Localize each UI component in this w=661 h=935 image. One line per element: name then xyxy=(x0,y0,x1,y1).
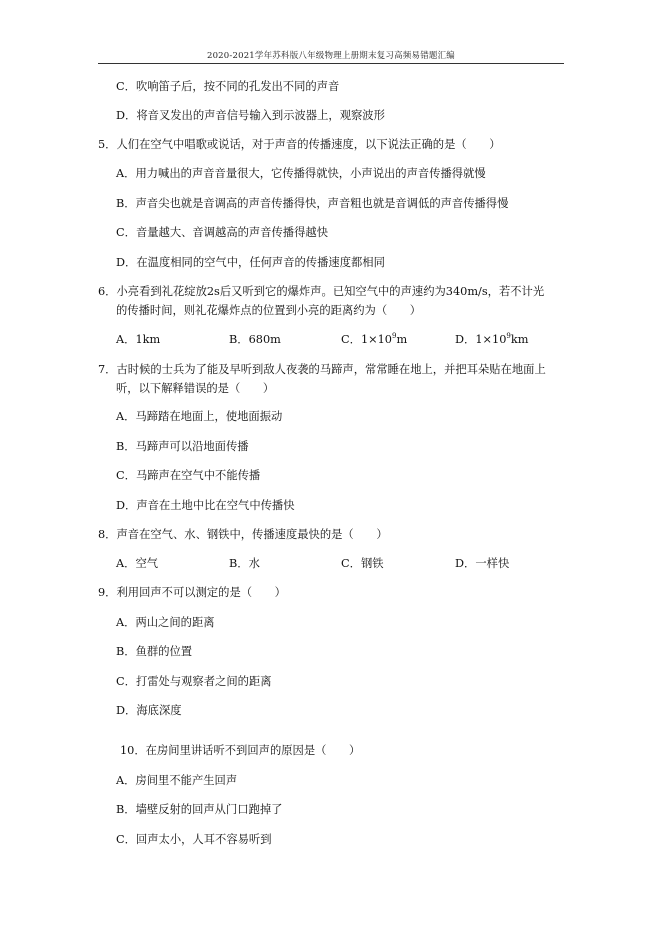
q8-option-b: B．水 xyxy=(229,557,260,570)
question-5: 5．人们在空气中唱歌或说话，对于声音的传播速度，以下说法正确的是（ ） xyxy=(98,138,501,151)
q8-option-c: C．钢铁 xyxy=(341,557,384,570)
q7-option-d: D．声音在土地中比在空气中传播快 xyxy=(116,499,295,512)
q5-option-b: B．声音尖也就是音调高的声音传播得快，声音粗也就是音调低的声音传播得慢 xyxy=(116,197,509,210)
question-7-line-1: 7．古时候的士兵为了能及早听到敌人夜袭的马蹄声，常常睡在地上，并把耳朵贴在地面上 xyxy=(98,363,546,376)
q7-option-a: A．马蹄踏在地面上，使地面振动 xyxy=(116,410,283,423)
q10-option-b: B．墙壁反射的回声从门口跑掉了 xyxy=(116,803,283,816)
q5-option-d: D．在温度相同的空气中，任何声音的传播速度都相同 xyxy=(116,256,385,269)
q9-option-d: D．海底深度 xyxy=(116,704,182,717)
q9-option-a: A．两山之间的距离 xyxy=(116,616,215,629)
question-9: 9．利用回声不可以测定的是（ ） xyxy=(98,586,286,599)
page-header: 2020-2021学年苏科版八年级物理上册期末复习高频易错题汇编 xyxy=(206,51,456,61)
q6-option-c: C．$1\times 10^9m$ xyxy=(341,332,408,346)
q8-option-a: A．空气 xyxy=(116,557,159,570)
question-6-line-1: 6．小亮看到礼花绽放2s后又听到它的爆炸声。已知空气中的声速约为340m/s，若不计光 xyxy=(98,285,545,298)
q10-option-a: A．房间里不能产生回声 xyxy=(116,774,238,787)
q10-option-c: C．回声太小，人耳不容易听到 xyxy=(116,833,272,846)
q7-option-c: C．马蹄声在空气中不能传播 xyxy=(116,469,261,482)
q9-option-b: B．鱼群的位置 xyxy=(116,645,193,658)
question-10: 10．在房间里讲话听不到回声的原因是（ ） xyxy=(120,744,361,757)
q6-option-a: A．1km xyxy=(116,333,161,346)
header-rule xyxy=(98,63,564,64)
q7-option-b: B．马蹄声可以沿地面传播 xyxy=(116,440,249,453)
q4-option-c: C．吹响笛子后，按不同的孔发出不同的声音 xyxy=(116,80,340,93)
q5-option-c: C．音量越大、音调越高的声音传播得越快 xyxy=(116,226,328,239)
q6-option-d: D．$1\times 10^9km$ xyxy=(455,332,529,346)
q9-option-c: C．打雷处与观察者之间的距离 xyxy=(116,675,272,688)
question-8: 8．声音在空气、水、钢铁中，传播速度最快的是（ ） xyxy=(98,528,388,541)
question-7-line-2: 听，以下解释错误的是（ ） xyxy=(116,382,275,395)
q5-option-a: A．用力喊出的声音音量很大，它传播得就快，小声说出的声音传播得就慢 xyxy=(116,167,486,180)
q8-option-d: D．一样快 xyxy=(455,557,510,570)
q6-option-b: B．680m xyxy=(229,333,281,346)
question-6-line-2: 的传播时间，则礼花爆炸点的位置到小亮的距离约为（ ） xyxy=(116,304,422,317)
q4-option-d: D．将音叉发出的声音信号输入到示波器上，观察波形 xyxy=(116,109,385,122)
